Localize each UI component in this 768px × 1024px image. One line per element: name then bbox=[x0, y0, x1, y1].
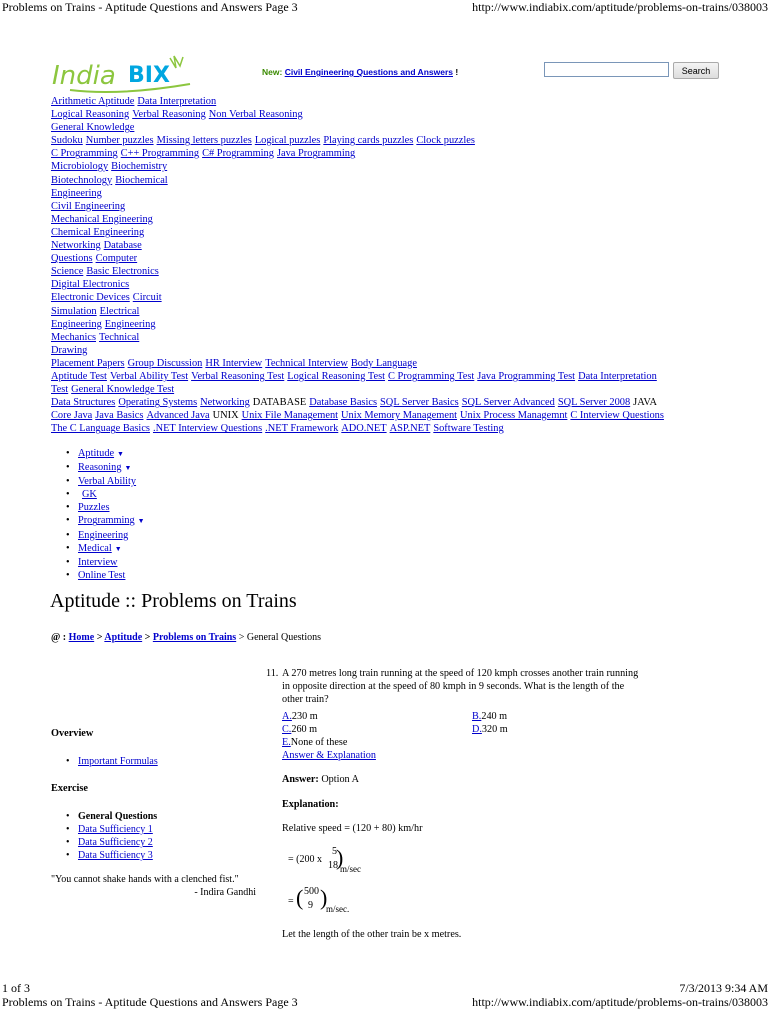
overview-heading: Overview bbox=[51, 728, 94, 739]
nav-link[interactable]: C++ Programming bbox=[120, 148, 200, 160]
equation-2: = ( 500 9 ) m/sec. bbox=[288, 885, 350, 914]
nav-link[interactable]: SQL Server Basics bbox=[380, 397, 459, 409]
nav-link[interactable]: Networking bbox=[51, 240, 101, 252]
main-menu bbox=[66, 447, 145, 582]
nav-link[interactable]: Database Basics bbox=[309, 397, 378, 409]
menu-item[interactable] bbox=[66, 542, 145, 556]
nav-link[interactable]: Chemical Engineering bbox=[51, 226, 145, 238]
sidebar-item[interactable] bbox=[66, 836, 157, 849]
nav-link[interactable]: Digital Electronics bbox=[51, 279, 130, 291]
nav-row bbox=[51, 331, 711, 344]
breadcrumb-current: General Questions bbox=[246, 632, 321, 643]
nav-link[interactable]: SQL Server Advanced bbox=[461, 397, 555, 409]
breadcrumb-home[interactable]: Home bbox=[68, 632, 95, 643]
nav-link[interactable]: Basic Electronics bbox=[86, 266, 159, 278]
menu-item[interactable] bbox=[66, 488, 145, 501]
exercise-list bbox=[66, 810, 157, 862]
menu-item[interactable] bbox=[66, 569, 145, 582]
nav-link[interactable]: Technical bbox=[99, 331, 140, 343]
nav-link[interactable]: Engineering bbox=[51, 318, 102, 330]
length-line: Let the length of the other train be x metres. bbox=[282, 929, 462, 940]
nav-row bbox=[51, 291, 711, 304]
quote bbox=[51, 873, 261, 899]
menu-item-label[interactable]: Programming bbox=[78, 515, 135, 527]
header-url: http://www.indiabix.com/aptitude/problems-on-trains/038003 bbox=[472, 0, 768, 14]
nav-link[interactable]: SQL Server 2008 bbox=[557, 397, 631, 409]
nav-link[interactable]: ASP.NET bbox=[389, 423, 431, 435]
quote-author: - Indira Gandhi bbox=[194, 887, 256, 898]
nav-link[interactable]: Verbal Ability Test bbox=[109, 370, 189, 382]
option-d[interactable]: D.320 m bbox=[472, 724, 508, 735]
nav-link[interactable]: Logical Reasoning bbox=[51, 109, 130, 121]
menu-item-label[interactable]: Interview bbox=[78, 556, 118, 568]
menu-item[interactable] bbox=[66, 514, 145, 528]
nav-row bbox=[51, 357, 711, 370]
nav-link[interactable]: Sudoku bbox=[51, 135, 83, 147]
menu-item-label[interactable]: Puzzles bbox=[78, 502, 110, 514]
breadcrumb-sep: > bbox=[96, 632, 103, 643]
nav-link[interactable]: ADO.NET bbox=[341, 423, 387, 435]
footer-page: 1 of 3 bbox=[2, 981, 30, 995]
option-e[interactable]: E.None of these bbox=[282, 737, 348, 748]
nav-link[interactable]: Test bbox=[51, 384, 69, 396]
svg-text:BIX: BIX bbox=[128, 63, 170, 88]
menu-item-label[interactable]: Aptitude bbox=[78, 448, 115, 459]
chevron-down-icon: ▼ bbox=[124, 464, 132, 473]
nav-link[interactable]: Java Programming bbox=[276, 148, 356, 160]
nav-row bbox=[51, 134, 711, 147]
news-suffix: ! bbox=[455, 67, 459, 77]
answer-explanation-link[interactable]: Answer & Explanation bbox=[282, 750, 376, 761]
nav-link[interactable]: Missing letters puzzles bbox=[156, 135, 252, 147]
overview-list bbox=[66, 755, 158, 768]
menu-item-label[interactable]: Engineering bbox=[78, 529, 129, 541]
nav-link[interactable]: The C Language Basics bbox=[51, 423, 150, 435]
nav-row bbox=[51, 147, 711, 160]
nav-link[interactable]: Playing cards puzzles bbox=[323, 135, 414, 147]
nav-link[interactable]: C# Programming bbox=[202, 148, 274, 160]
nav-link[interactable]: General Knowledge Test bbox=[71, 384, 175, 396]
menu-item[interactable] bbox=[66, 529, 145, 542]
menu-item-label[interactable]: Reasoning bbox=[78, 462, 122, 474]
menu-item-label[interactable]: Medical bbox=[78, 542, 112, 554]
nav-link[interactable]: Technical Interview bbox=[265, 357, 348, 369]
nav-link[interactable]: Operating Systems bbox=[118, 397, 198, 409]
explanation-label: Explanation: bbox=[282, 799, 339, 810]
menu-item[interactable] bbox=[66, 475, 145, 488]
nav-link[interactable]: Microbiology bbox=[51, 161, 109, 173]
sidebar-item-label[interactable]: Data Sufficiency 2 bbox=[78, 837, 153, 849]
menu-item[interactable] bbox=[66, 501, 145, 514]
nav-row bbox=[51, 265, 711, 278]
nav-row bbox=[51, 344, 711, 357]
nav-row bbox=[51, 213, 711, 226]
category-links bbox=[51, 95, 711, 435]
nav-link[interactable]: Unix Memory Management bbox=[341, 410, 458, 422]
chevron-down-icon: ▼ bbox=[114, 544, 122, 553]
nav-link[interactable]: Science bbox=[51, 266, 84, 278]
nav-row bbox=[51, 278, 711, 291]
menu-item-label[interactable]: Verbal Ability bbox=[78, 476, 137, 488]
nav-link[interactable]: Networking bbox=[200, 397, 250, 409]
nav-link[interactable]: Java Basics bbox=[95, 410, 144, 422]
nav-link[interactable]: Engineering bbox=[51, 187, 102, 199]
nav-row bbox=[51, 318, 711, 331]
nav-link[interactable]: Placement Papers bbox=[51, 357, 125, 369]
nav-link[interactable]: Verbal Reasoning bbox=[132, 109, 206, 121]
nav-link[interactable]: C Programming Test bbox=[388, 370, 475, 382]
menu-item-label[interactable]: Online Test bbox=[78, 569, 126, 581]
nav-row bbox=[51, 95, 711, 108]
svg-text:India: India bbox=[52, 61, 116, 91]
option-c[interactable]: C.260 m bbox=[282, 724, 318, 735]
exercise-heading: Exercise bbox=[51, 783, 88, 794]
menu-item-label[interactable]: GK bbox=[82, 489, 97, 501]
nav-link[interactable]: Verbal Reasoning Test bbox=[191, 370, 285, 382]
nav-link[interactable]: Non Verbal Reasoning bbox=[208, 109, 303, 121]
page-title: Aptitude :: Problems on Trains bbox=[50, 590, 297, 612]
question-number: 11. bbox=[266, 668, 279, 679]
equation-1: = (200 x 5 18 m/sec ) bbox=[288, 845, 361, 874]
menu-item[interactable] bbox=[66, 461, 145, 475]
nav-row bbox=[51, 252, 711, 265]
breadcrumb-sep: > bbox=[144, 632, 151, 643]
nav-row bbox=[51, 160, 711, 173]
nav-link[interactable]: Biotechnology bbox=[51, 174, 113, 186]
sidebar-item[interactable] bbox=[66, 755, 158, 768]
nav-link[interactable]: Java Programming Test bbox=[477, 370, 576, 382]
nav-row bbox=[51, 396, 711, 409]
nav-link[interactable]: Simulation bbox=[51, 305, 97, 317]
sidebar-item-label[interactable]: Data Sufficiency 1 bbox=[78, 824, 153, 836]
header-title: Problems on Trains - Aptitude Questions and Answers Page 3 bbox=[2, 0, 298, 14]
nav-link[interactable]: Unix Process Managemnt bbox=[460, 410, 568, 422]
nav-link[interactable]: Questions bbox=[51, 253, 93, 265]
nav-row bbox=[51, 121, 711, 134]
nav-link[interactable]: Number puzzles bbox=[85, 135, 154, 147]
nav-link[interactable]: Electronic Devices bbox=[51, 292, 130, 304]
footer-title: Problems on Trains - Aptitude Questions and Answers Page 3 bbox=[2, 995, 298, 1009]
nav-row bbox=[51, 422, 711, 435]
nav-link[interactable]: Biochemical bbox=[115, 174, 168, 186]
nav-link[interactable]: Advanced Java bbox=[146, 410, 210, 422]
nav-link[interactable]: Logical Reasoning Test bbox=[287, 370, 386, 382]
breadcrumb-prefix: @ : bbox=[51, 632, 67, 643]
sidebar-item[interactable] bbox=[66, 849, 157, 862]
indiabix-logo[interactable] bbox=[50, 54, 200, 96]
nav-label: UNIX bbox=[212, 410, 239, 422]
news-link[interactable]: Civil Engineering Questions and Answers bbox=[284, 67, 453, 77]
question-text: A 270 metres long train running at the speed of 120 kmph crosses another train running in opposite direction at the speed of 80 kmph in 9 seconds. What is the length of the other train? bbox=[282, 668, 639, 706]
footer-datetime: 7/3/2013 9:34 AM bbox=[679, 981, 768, 995]
nav-row bbox=[51, 108, 711, 121]
nav-row bbox=[51, 409, 711, 422]
nav-link[interactable]: Body Language bbox=[350, 357, 417, 369]
nav-link[interactable]: Software Testing bbox=[433, 423, 504, 435]
nav-label: DATABASE bbox=[252, 397, 307, 409]
menu-item[interactable] bbox=[66, 447, 145, 461]
nav-link[interactable]: Mechanics bbox=[51, 331, 97, 343]
nav-link[interactable]: HR Interview bbox=[205, 357, 263, 369]
nav-link[interactable]: .NET Interview Questions bbox=[152, 423, 263, 435]
breadcrumb-sep: > bbox=[238, 632, 245, 643]
nav-link[interactable]: Unix File Management bbox=[241, 410, 339, 422]
sidebar-item[interactable] bbox=[66, 810, 157, 823]
nav-link[interactable]: Data Structures bbox=[51, 397, 116, 409]
sidebar-item-label[interactable]: Data Sufficiency 3 bbox=[78, 850, 153, 862]
nav-link[interactable]: Arithmetic Aptitude bbox=[51, 96, 135, 107]
news-banner bbox=[262, 67, 458, 77]
nav-link[interactable]: General Knowledge bbox=[51, 122, 135, 134]
nav-row bbox=[51, 239, 711, 252]
nav-link[interactable]: Aptitude Test bbox=[51, 370, 107, 382]
breadcrumb-aptitude[interactable]: Aptitude bbox=[104, 632, 143, 643]
answer-line: Answer: Option A bbox=[282, 774, 359, 785]
option-b[interactable]: B.240 m bbox=[472, 711, 508, 722]
sidebar-item-label[interactable]: General Questions bbox=[78, 811, 158, 822]
nav-link[interactable]: Circuit bbox=[132, 292, 162, 304]
nav-link[interactable]: Logical puzzles bbox=[254, 135, 321, 147]
nav-row bbox=[51, 370, 711, 383]
nav-row bbox=[51, 305, 711, 318]
nav-row bbox=[51, 187, 711, 200]
nav-link[interactable]: Mechanical Engineering bbox=[51, 213, 153, 225]
option-a[interactable]: A.230 m bbox=[282, 711, 318, 722]
search-input[interactable] bbox=[544, 62, 669, 77]
nav-row bbox=[51, 226, 711, 239]
nav-link[interactable]: Clock puzzles bbox=[416, 135, 475, 147]
nav-row bbox=[51, 383, 711, 396]
nav-link[interactable]: Core Java bbox=[51, 410, 93, 422]
sidebar-item[interactable] bbox=[66, 823, 157, 836]
menu-item[interactable] bbox=[66, 556, 145, 569]
nav-link[interactable]: Data Interpretation bbox=[137, 96, 217, 107]
nav-link[interactable]: Data Interpretation bbox=[578, 370, 657, 382]
nav-label: JAVA bbox=[633, 397, 658, 409]
nav-link[interactable]: Electrical bbox=[99, 305, 140, 317]
quote-text: "You cannot shake hands with a clenched fist." bbox=[51, 874, 239, 885]
nav-row bbox=[51, 174, 711, 187]
nav-link[interactable]: Group Discussion bbox=[127, 357, 203, 369]
nav-link[interactable]: Database bbox=[103, 240, 142, 252]
search-button[interactable]: Search bbox=[673, 62, 719, 79]
nav-link[interactable]: C Interview Questions bbox=[570, 410, 664, 422]
breadcrumb-section[interactable]: Problems on Trains bbox=[152, 632, 237, 643]
chevron-down-icon: ▼ bbox=[117, 450, 124, 458]
nav-link[interactable]: C Programming bbox=[51, 148, 118, 160]
nav-row bbox=[51, 200, 711, 213]
nav-link[interactable]: Engineering bbox=[104, 318, 156, 330]
nav-link[interactable]: Drawing bbox=[51, 344, 88, 356]
relative-speed-line: Relative speed = (120 + 80) km/hr bbox=[282, 823, 423, 834]
nav-link[interactable]: Biochemistry bbox=[111, 161, 168, 173]
nav-link[interactable]: .NET Framework bbox=[265, 423, 339, 435]
new-label: New: bbox=[262, 67, 283, 77]
nav-link[interactable]: Computer bbox=[95, 253, 138, 265]
breadcrumb bbox=[51, 632, 321, 643]
chevron-down-icon: ▼ bbox=[137, 517, 145, 526]
sidebar-item-label[interactable]: Important Formulas bbox=[78, 756, 158, 767]
footer-url: http://www.indiabix.com/aptitude/problems-on-trains/038003 bbox=[472, 995, 768, 1009]
nav-link[interactable]: Civil Engineering bbox=[51, 200, 126, 212]
